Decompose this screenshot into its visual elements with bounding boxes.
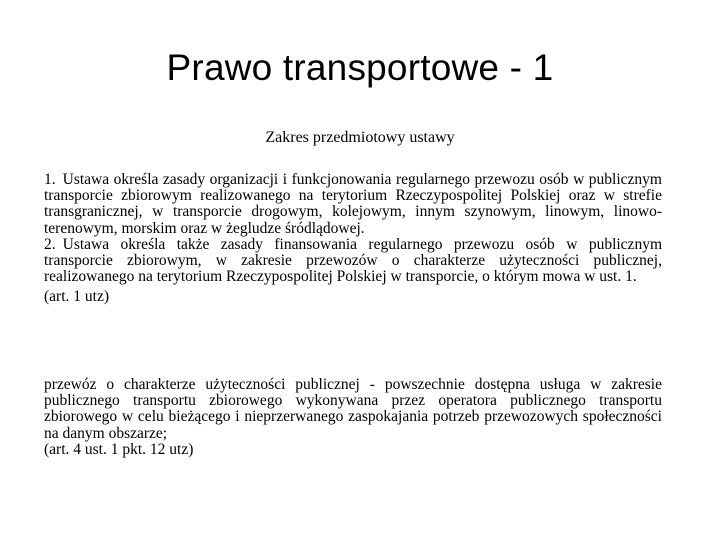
slide-title: Prawo transportowe - 1 (166, 47, 554, 88)
definition-text: przewóz o charakterze użyteczności publicznej - powszechnie dostępna usługa w zakresie publicznego transportu zbiorowego wykonywana przez operatora publicznego transportu zbiorowego w celu bieżącego i nieprzerwanego zaspokajania potrzeb przewozowych społeczności na danym obszarze; (44, 376, 662, 442)
act-scope-block (44, 172, 662, 306)
reference-art-4: (art. 4 ust. 1 pkt. 12 utz) (44, 440, 194, 458)
point-2-text: Ustawa określa także zasady finansowania regularnego przewozu osób w publicznym transporcie zbiorowym, w zakresie przewozów o charakterze użyteczności publicznej, realizowanego na terytorium Rzeczypospolitej Polskiej w transporcie, o którym mowa w ust. 1. (44, 235, 662, 286)
point-2-number: 2. (44, 235, 56, 253)
point-1-number: 1. (44, 171, 56, 188)
point-2 (44, 237, 662, 286)
point-1-text: Ustawa określa zasady organizacji i funkcjonowania regularnego przewozu osób w publicznym transporcie zbiorowym realizowanego na terytorium Rzeczypospolitej Polskiej oraz w strefie transgranicznej, w transporcie drogowym, kolejowym, innym szynowym, linowym, linowo-terenowym, morskim oraz w żegludze śródlądowej. (44, 171, 662, 237)
reference-art-1: (art. 1 utz) (44, 288, 109, 306)
slide-subtitle: Zakres przedmiotowy ustawy (265, 129, 455, 146)
point-1 (44, 172, 662, 237)
definition-block (44, 377, 662, 458)
